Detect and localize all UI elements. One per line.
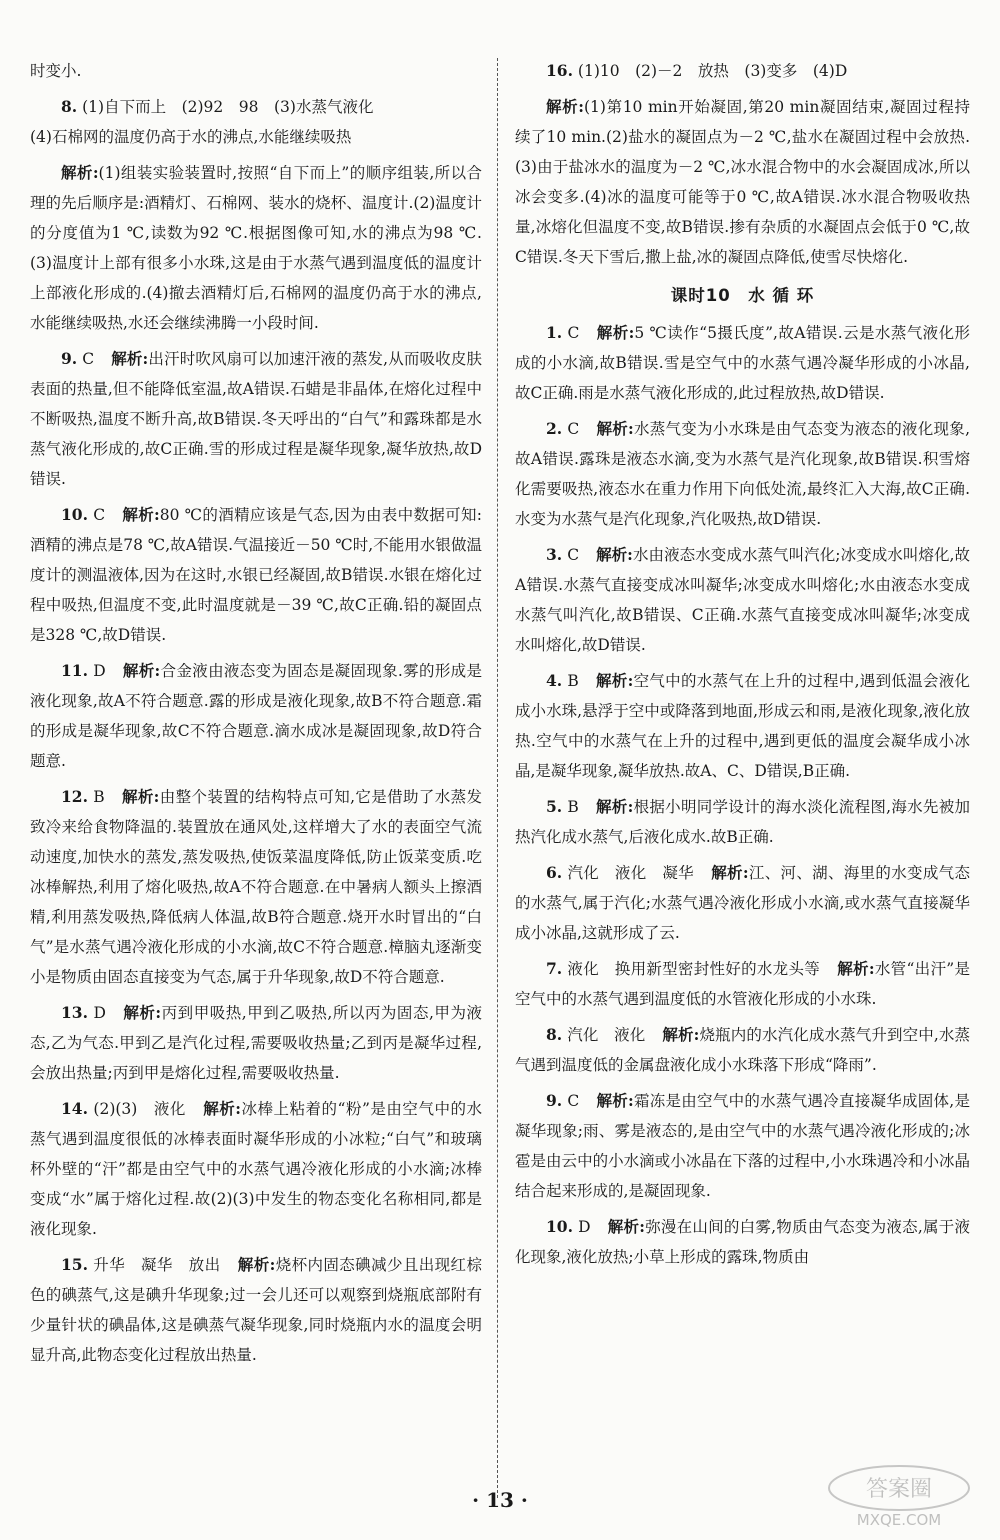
- explanation-text: 烧杯内固态碘减少且出现红棕色的碘蒸气,这是碘升华现象;过一会儿还可以观察到烧瓶底部附有少量针状的碘晶体,这是碘蒸气凝华现象,同时烧瓶内水的温度会明显升高,此物态变化过程放出热量.: [30, 1256, 482, 1364]
- explanation-text: 水管“出汗”是空气中的水蒸气遇到温度低的水管液化形成的小水珠.: [515, 960, 970, 1008]
- explanation-text: 弥漫在山间的白雾,物质由气态变为液态,属于液化现象,液化放热;小草上形成的露珠,物质由: [515, 1218, 970, 1266]
- explanation-label: 解析:: [123, 1003, 162, 1022]
- explanation-text: 丙到甲吸热,甲到乙吸热,所以丙为固态,甲为液态,乙为气态.甲到乙是汽化过程,需要吸收热量;乙到丙是凝华过程,会放出热量;丙到甲是熔化过程,需要吸收热量.: [30, 1004, 482, 1082]
- explanation-text: 冰棒上粘着的“粉”是由空气中的水蒸气遇到温度很低的冰棒表面时凝华形成的小冰粒;“白气”和玻璃杯外壁的“汗”都是由空气中的水蒸气遇冷液化形成的小水滴;冰棒变成“水”属于熔化过程.故(2)(3)中发生的物态变化名称相同,都是液化现象.: [30, 1100, 482, 1238]
- answer-q9: [30, 344, 482, 494]
- explanation-label: 解析:: [596, 323, 635, 342]
- question-number: 9.: [61, 349, 78, 368]
- explanation-label: 解析:: [596, 671, 634, 690]
- answer-s3: [515, 540, 970, 660]
- question-number: 13.: [61, 1003, 88, 1022]
- explanation-text: 烧瓶内的水汽化成水蒸气升到空中,水蒸气遇到温度低的金属盘液化成小水珠落下形成“降雨”.: [515, 1026, 970, 1074]
- explanation-label: 解析:: [237, 1255, 276, 1274]
- explanation-q16: [515, 92, 970, 272]
- answer-s1: [515, 318, 970, 408]
- explanation-text: (1)第10 min开始凝固,第20 min凝固结束,凝固过程持续了10 min.(2)盐水的凝固点为－2 ℃,盐水在凝固过程中会放热.(3)由于盐冰水的温度为－2 ℃,冰水混合物中的水会凝固成冰,所以冰会变多.(4)冰的温度可能等于0 ℃,故A错误.冰水混合物吸收热量,冰熔化但温度不变,故B错误.掺有杂质的水凝固点会低于0 ℃,故C错误.冬天下雪后,撒上盐,冰的凝固点降低,使雪尽快熔化.: [515, 98, 970, 266]
- answer-text: D: [93, 662, 106, 680]
- question-number: 7.: [546, 959, 563, 978]
- answer-text: 汽化 液化 凝华: [567, 864, 694, 882]
- answer-q10: [30, 500, 482, 650]
- question-number: 14.: [61, 1099, 88, 1118]
- answer-s9: [515, 1086, 970, 1206]
- question-number: 1.: [546, 323, 563, 342]
- answer-q16: [515, 56, 970, 86]
- explanation-label: 解析:: [61, 163, 99, 182]
- explanation-text: 合金液由液态变为固态是凝固现象.雾的形成是液化现象,故A不符合题意.露的形成是液化现象,故B不符合题意.霜的形成是凝华现象,故C不符合题意.滴水成冰是凝固现象,故D符合题意.: [30, 662, 482, 770]
- answer-text: 汽化 液化: [567, 1026, 646, 1044]
- question-number: 10.: [61, 505, 88, 524]
- explanation-label: 解析:: [122, 505, 160, 524]
- answer-text: B: [567, 672, 579, 690]
- answer-text: B: [93, 788, 105, 806]
- explanation-text: 根据小明同学设计的海水淡化流程图,海水先被加热汽化成水蒸气,后液化成水.故B正确.: [515, 798, 970, 846]
- answer-q14: [30, 1094, 482, 1244]
- answer-q8: [30, 92, 482, 152]
- watermark-logo: [824, 1462, 974, 1530]
- question-number: 9.: [546, 1091, 563, 1110]
- question-number: 6.: [546, 863, 563, 882]
- explanation-text: 霜冻是由空气中的水蒸气遇冷直接凝华成固体,是凝华现象;雨、雾是液态的,是由空气中的水蒸气遇冷液化形成的;冰雹是由云中的小水滴或小冰晶在下落的过程中,小水珠遇冷和小冰晶结合起来形成的,是凝固现象.: [515, 1092, 970, 1200]
- answer-text: (1)自下而上 (2)92 98 (3)水蒸气液化: [82, 98, 374, 116]
- answer-q13: [30, 998, 482, 1088]
- answer-s7: [515, 954, 970, 1014]
- question-number: 2.: [546, 419, 563, 438]
- explanation-label: 解析:: [596, 797, 634, 816]
- answer-s8: [515, 1020, 970, 1080]
- left-column: [30, 56, 482, 1376]
- explanation-text: 由整个装置的结构特点可知,它是借助了水蒸发致冷来给食物降温的.装置放在通风处,这样增大了水的表面空气流动速度,加快水的蒸发,蒸发吸热,使饭菜温度降低,防止饭菜变质.吃冰棒解热,利用了熔化吸热,故A不符合题意.在中暑病人额头上擦酒精,利用蒸发吸热,降低病人体温,故B符合题意.烧开水时冒出的“白气”是水蒸气遇冷液化形成的小水滴,故C不符合题意.樟脑丸逐渐变小是物质由固态直接变为气态,属于升华现象,故D不符合题意.: [30, 788, 482, 986]
- paragraph-continuation: 时变小.: [30, 62, 82, 80]
- section-title: 课时10 水 循 环: [670, 286, 815, 305]
- explanation-label: 解析:: [546, 97, 584, 116]
- question-number: 10.: [546, 1217, 573, 1236]
- answer-s6: [515, 858, 970, 948]
- question-number: 11.: [61, 661, 88, 680]
- explanation-label: 解析:: [121, 787, 160, 806]
- explanation-text: 江、河、湖、海里的水变成气态的水蒸气,属于汽化;水蒸气遇冷液化形成小水滴,或水蒸气直接凝华成小冰晶,这就形成了云.: [515, 864, 970, 942]
- answer-text: C: [567, 546, 580, 564]
- explanation-text: 水蒸气变为小水珠是由气态变为液态的液化现象,故A错误.露珠是液态水滴,变为水蒸气是汽化现象,故B错误.积雪熔化需要吸热,液态水在重力作用下向低处流,最终汇入大海,故C正确.水变为水蒸气是汽化现象,汽化吸热,故D错误.: [515, 420, 970, 528]
- explanation-label: 解析:: [662, 1025, 700, 1044]
- answer-text: C: [567, 420, 580, 438]
- explanation-label: 解析:: [596, 1091, 634, 1110]
- answer-text: C: [93, 506, 106, 524]
- question-number: 5.: [546, 797, 563, 816]
- question-number: 8.: [546, 1025, 563, 1044]
- explanation-text: (1)组装实验装置时,按照“自下而上”的顺序组装,所以合理的先后顺序是:酒精灯、石棉网、装水的烧杯、温度计.(2)温度计的分度值为1 ℃,读数为92 ℃.根据图像可知,水的沸点为98 ℃.(3)温度计上部有很多小水珠,这是由于水蒸气遇到温度低的温度计上部液化形成的.(4)撤去酒精灯后,石棉网的温度仍高于水的沸点,水能继续吸热,水还会继续沸腾一小段时间.: [30, 164, 482, 332]
- answer-s4: [515, 666, 970, 786]
- answer-s2: [515, 414, 970, 534]
- answer-q11: [30, 656, 482, 776]
- answer-text-2: (4)石棉网的温度仍高于水的沸点,水能继续吸热: [30, 128, 352, 146]
- question-number: 8.: [61, 97, 78, 116]
- explanation-label: 解析:: [607, 1217, 645, 1236]
- question-number: 4.: [546, 671, 563, 690]
- answer-text: C: [82, 350, 95, 368]
- answer-q15: [30, 1250, 482, 1370]
- explanation-label: 解析:: [122, 661, 161, 680]
- answer-text: 升华 凝华 放出: [93, 1256, 221, 1274]
- explanation-q8: [30, 158, 482, 338]
- answer-text: D: [93, 1004, 106, 1022]
- question-number: 12.: [61, 787, 88, 806]
- answer-s10: [515, 1212, 970, 1272]
- answer-text: (1)10 (2)－2 放热 (3)变多 (4)D: [577, 62, 848, 80]
- column-divider: [497, 58, 498, 1498]
- right-column: [515, 56, 970, 1278]
- explanation-label: 解析:: [203, 1099, 242, 1118]
- explanation-label: 解析:: [837, 959, 875, 978]
- answer-text: 液化 换用新型密封性好的水龙头等: [567, 960, 821, 978]
- question-number: 15.: [61, 1255, 88, 1274]
- question-number: 16.: [546, 61, 573, 80]
- explanation-text: 水由液态水变成水蒸气叫汽化;冰变成水叫熔化,故A错误.水蒸气直接变成冰叫凝华;冰变成水叫熔化;水由液态水变成水蒸气叫汽化,故B错误、C正确.水蒸气直接变成冰叫凝华;冰变成水叫熔化,故D错误.: [515, 546, 970, 654]
- explanation-label: 解析:: [596, 419, 634, 438]
- watermark-text-bottom: MXQE.COM: [856, 1511, 942, 1529]
- answer-s5: [515, 792, 970, 852]
- answer-text: (2)(3) 液化: [93, 1100, 186, 1118]
- answer-text: D: [578, 1218, 591, 1236]
- answer-q12: [30, 782, 482, 992]
- explanation-text: 空气中的水蒸气在上升的过程中,遇到低温会液化成小水珠,悬浮于空中或降落到地面,形成云和雨,是液化现象,液化放热.空气中的水蒸气在上升的过程中,遇到更低的温度会凝华成小冰晶,是凝华现象,凝华放热.故A、C、D错误,B正确.: [515, 672, 970, 780]
- answer-text: B: [567, 798, 579, 816]
- explanation-label: 解析:: [596, 545, 633, 564]
- explanation-label: 解析:: [111, 349, 149, 368]
- answer-text: C: [567, 324, 580, 342]
- question-number: 3.: [546, 545, 563, 564]
- explanation-text: 出汗时吹风扇可以加速汗液的蒸发,从而吸收皮肤表面的热量,但不能降低室温,故A错误.石蜡是非晶体,在熔化过程中不断吸热,温度不断升高,故B错误.冬天呼出的“白气”和露珠都是水蒸气液化形成的,故C正确.雪的形成过程是凝华现象,凝华放热,故D错误.: [30, 350, 482, 488]
- explanation-text: 5 ℃读作“5摄氏度”,故A错误.云是水蒸气液化形成的小水滴,故B错误.雪是空气中的水蒸气遇冷凝华形成的小冰晶,故C正确.雨是水蒸气液化形成的,此过程放热,故D错误.: [515, 324, 970, 402]
- page-number: · 13 ·: [472, 1488, 528, 1512]
- explanation-text: 80 ℃的酒精应该是气态,因为由表中数据可知:酒精的沸点是78 ℃,故A错误.气温接近－50 ℃时,不能用水银做温度计的测温液体,因为在这时,水银已经凝固,故B错误.水银在熔化过程中吸热,但温度不变,此时温度就是－39 ℃,故C正确.铅的凝固点是328 ℃,故D错误.: [30, 506, 482, 644]
- answer-text: C: [567, 1092, 580, 1110]
- watermark-text-top: 答案圈: [865, 1477, 933, 1502]
- explanation-label: 解析:: [711, 863, 749, 882]
